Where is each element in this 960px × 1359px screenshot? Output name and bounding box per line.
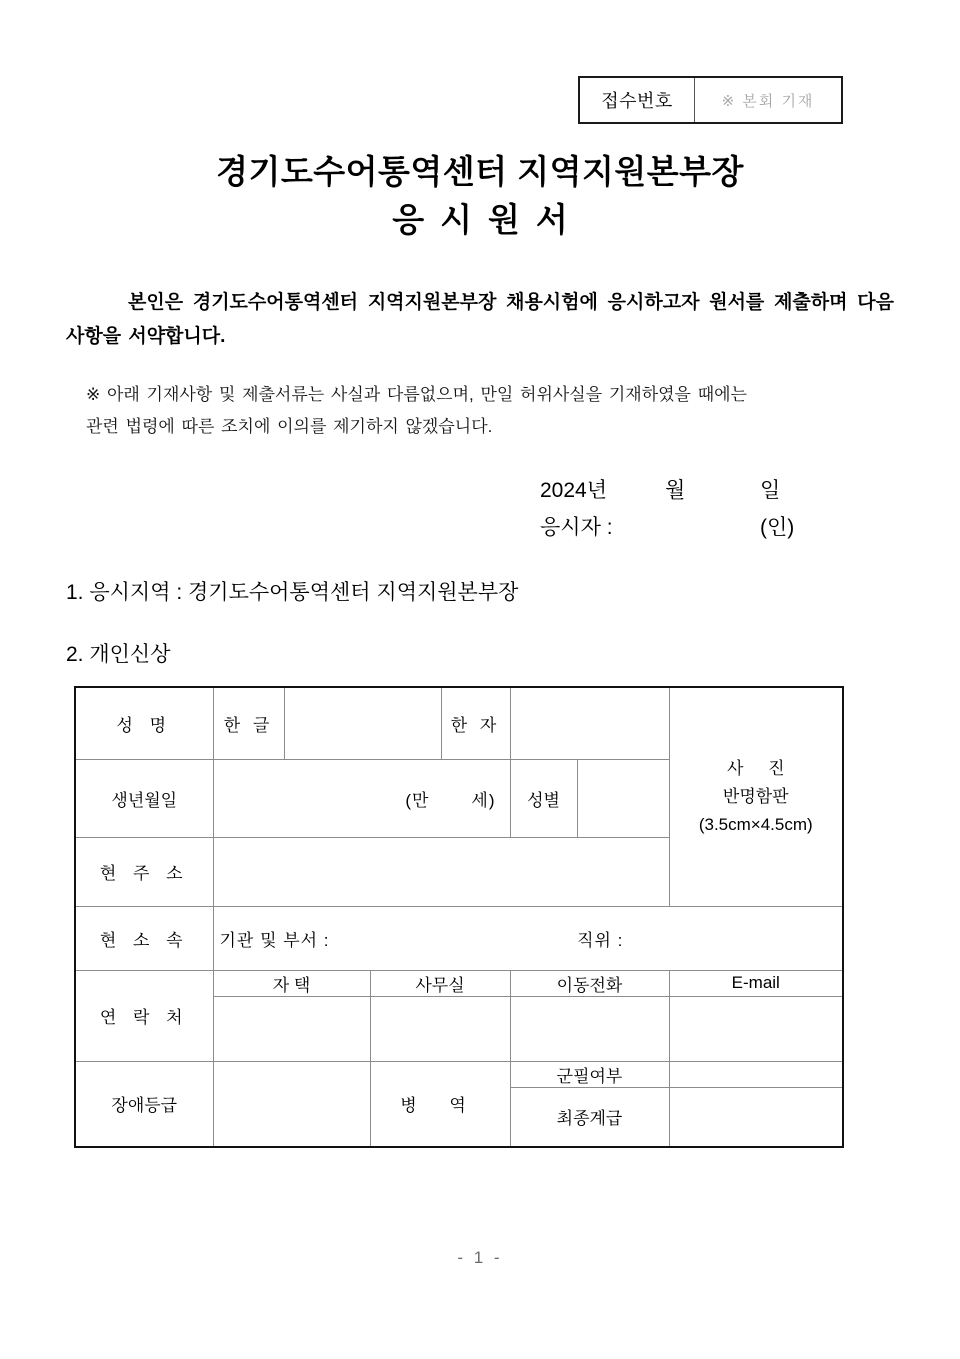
contact-input-email[interactable] xyxy=(669,996,843,1061)
age-annotation xyxy=(220,786,504,811)
contact-header-office: 사무실 xyxy=(370,970,510,996)
military-rank-input[interactable] xyxy=(669,1087,843,1147)
document-title xyxy=(0,150,960,246)
contact-input-home[interactable] xyxy=(213,996,370,1061)
address-input[interactable] xyxy=(213,837,669,906)
contact-header-email: E-mail xyxy=(669,970,843,996)
photo-title: 사 진 xyxy=(726,758,795,778)
receipt-number-note: ※ 본회 기재 xyxy=(721,92,815,110)
section-personal-info: 2. 개인신상 xyxy=(66,643,171,666)
contact-header-mobile: 이동전화 xyxy=(510,970,669,996)
affiliation-org-label: 기관 및 부서 : xyxy=(219,930,330,950)
birth-label: 생년월일 xyxy=(75,759,213,837)
notice-line-2: 관련 법령에 따른 조치에 이의를 제기하지 않겠습니다. xyxy=(86,417,493,436)
contact-input-mobile[interactable] xyxy=(510,996,669,1061)
applicant-label: 응시자 : xyxy=(540,516,613,539)
disability-grade-input[interactable] xyxy=(213,1061,370,1147)
military-service-input[interactable] xyxy=(669,1061,843,1087)
title-line-1: 경기도수어통역센터 지역지원본부장 xyxy=(216,153,744,190)
gender-label: 성별 xyxy=(510,759,577,837)
table-row-affiliation xyxy=(75,906,843,970)
military-label: 병 역 xyxy=(370,1061,510,1147)
date-month: 월 xyxy=(665,479,686,502)
disability-grade-label: 장애등급 xyxy=(75,1061,213,1147)
affiliation-label: 현 소 속 xyxy=(75,906,213,970)
date-year: 2024년 xyxy=(540,479,608,502)
affiliation-fields xyxy=(220,926,837,951)
applicant-row xyxy=(540,509,830,546)
military-service-label: 군필여부 xyxy=(510,1061,669,1087)
notice-line-1: ※ 아래 기재사항 및 제출서류는 사실과 다름없으며, 만일 허위사실을 기재하였을 때에는 xyxy=(86,385,747,404)
name-hanja-label: 한 자 xyxy=(441,687,510,759)
contact-header-home: 자 택 xyxy=(213,970,370,996)
age-prefix: (만 xyxy=(405,790,430,810)
affiliation-position-label: 직위 : xyxy=(577,930,624,950)
birth-date-input[interactable] xyxy=(213,759,510,837)
age-suffix: 세) xyxy=(471,790,496,810)
name-hangul-label: 한 글 xyxy=(213,687,284,759)
affiliation-input[interactable] xyxy=(213,906,843,970)
contact-input-office[interactable] xyxy=(370,996,510,1061)
title-line-2: 응시원서 xyxy=(392,201,584,238)
intro-paragraph: 본인은 경기도수어통역센터 지역지원본부장 채용시험에 응시하고자 원서를 제출하며 다음 사항을 서약합니다. xyxy=(66,292,894,347)
personal-info-table xyxy=(74,686,844,1148)
seal-mark: (인) xyxy=(760,516,795,539)
photo-size: (3.5cm×4.5cm) xyxy=(698,814,813,834)
name-label: 성 명 xyxy=(75,687,213,759)
contact-label: 연 락 처 xyxy=(75,970,213,1061)
name-hangul-input[interactable] xyxy=(284,687,441,759)
notice-paragraph xyxy=(86,379,876,443)
photo-placeholder-cell[interactable] xyxy=(669,687,843,906)
photo-type: 반명함판 xyxy=(722,786,789,806)
address-label: 현 주 소 xyxy=(75,837,213,906)
receipt-number-label: 접수번호 xyxy=(580,78,695,122)
date-signature-block xyxy=(540,472,840,546)
date-row xyxy=(540,472,830,509)
date-day: 일 xyxy=(760,479,781,502)
section-exam-region: 1. 응시지역 : 경기도수어통역센터 지역지원본부장 xyxy=(66,581,519,604)
table-row-contact-headers xyxy=(75,970,843,996)
page-number: - 1 - xyxy=(457,1248,503,1267)
name-hanja-input[interactable] xyxy=(510,687,669,759)
gender-input[interactable] xyxy=(577,759,669,837)
table-row-name xyxy=(75,687,843,759)
applicant-signature-field[interactable] xyxy=(665,509,760,546)
military-rank-label: 최종계급 xyxy=(510,1087,669,1147)
table-row-military-service xyxy=(75,1061,843,1087)
receipt-number-box xyxy=(578,76,843,124)
